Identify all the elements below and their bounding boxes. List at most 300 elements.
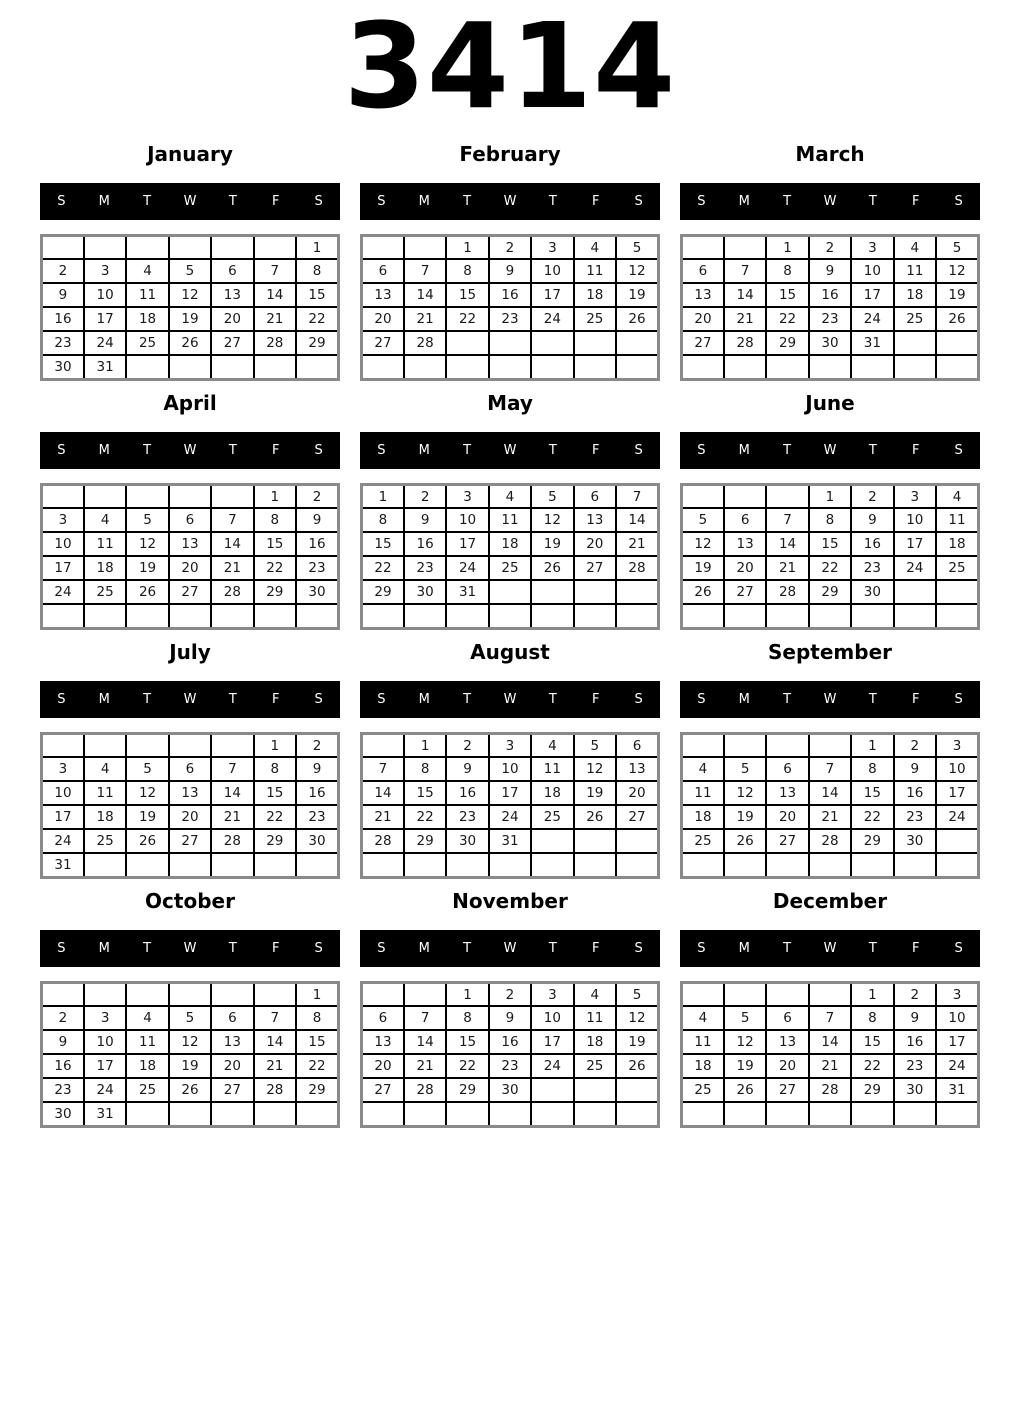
- week-row: [362, 259, 659, 283]
- date-cell: 1: [254, 733, 296, 757]
- empty-date-cell: [531, 355, 573, 379]
- date-cell: 1: [766, 235, 808, 259]
- date-cell: 19: [126, 805, 168, 829]
- date-cell: 3: [894, 484, 936, 508]
- week-row: [682, 1054, 979, 1078]
- date-cell: 7: [362, 757, 404, 781]
- date-cell: 28: [404, 331, 446, 355]
- empty-date-cell: [362, 355, 404, 379]
- month-dates-table: [40, 234, 340, 381]
- date-cell: 22: [851, 1054, 893, 1078]
- date-cell: 2: [894, 982, 936, 1006]
- empty-date-cell: [126, 982, 168, 1006]
- date-cell: 27: [766, 829, 808, 853]
- date-cell: 5: [936, 235, 978, 259]
- month-dates-table: [360, 483, 660, 630]
- empty-date-cell: [766, 853, 808, 877]
- date-cell: 27: [362, 1078, 404, 1102]
- empty-date-cell: [936, 331, 978, 355]
- month-block: [360, 142, 660, 381]
- empty-date-cell: [616, 853, 658, 877]
- date-cell: 12: [169, 283, 211, 307]
- date-cell: 16: [809, 283, 851, 307]
- date-cell: 22: [446, 1054, 488, 1078]
- week-row: [362, 1006, 659, 1030]
- empty-date-cell: [296, 604, 338, 628]
- date-cell: 14: [616, 508, 658, 532]
- date-cell: 9: [42, 1030, 84, 1054]
- date-cell: 9: [404, 508, 446, 532]
- date-cell: 8: [254, 757, 296, 781]
- date-cell: 28: [766, 580, 808, 604]
- date-cell: 4: [126, 1006, 168, 1030]
- date-cell: 14: [809, 1030, 851, 1054]
- date-cell: 10: [84, 1030, 126, 1054]
- week-row: [42, 532, 339, 556]
- date-cell: 4: [489, 484, 531, 508]
- date-cell: 24: [446, 556, 488, 580]
- date-cell: 17: [42, 556, 84, 580]
- date-cell: 5: [616, 982, 658, 1006]
- date-cell: 14: [404, 1030, 446, 1054]
- month-block: [680, 640, 980, 879]
- date-cell: 18: [574, 283, 616, 307]
- weekday-header: T: [868, 193, 877, 209]
- empty-date-cell: [84, 733, 126, 757]
- date-cell: 18: [894, 283, 936, 307]
- week-row: [42, 508, 339, 532]
- empty-date-cell: [84, 853, 126, 877]
- date-cell: 30: [404, 580, 446, 604]
- date-cell: 28: [211, 580, 253, 604]
- weekday-header-bar: [680, 183, 980, 220]
- empty-date-cell: [211, 982, 253, 1006]
- date-cell: 10: [531, 259, 573, 283]
- date-cell: 4: [682, 757, 724, 781]
- week-row: [682, 532, 979, 556]
- week-row: [42, 604, 339, 628]
- date-cell: 14: [211, 532, 253, 556]
- date-cell: 26: [724, 829, 766, 853]
- date-cell: 19: [126, 556, 168, 580]
- weekday-header: W: [823, 193, 837, 209]
- weekday-header: S: [634, 193, 643, 209]
- date-cell: 11: [894, 259, 936, 283]
- date-cell: 4: [894, 235, 936, 259]
- date-cell: 9: [894, 757, 936, 781]
- date-cell: 28: [404, 1078, 446, 1102]
- month-block: [680, 142, 980, 381]
- date-cell: 18: [936, 532, 978, 556]
- empty-date-cell: [616, 604, 658, 628]
- date-cell: 23: [851, 556, 893, 580]
- date-cell: 30: [851, 580, 893, 604]
- month-dates-table: [680, 732, 980, 879]
- weekday-header-bar: [360, 930, 660, 967]
- date-cell: 14: [404, 283, 446, 307]
- date-cell: 2: [296, 733, 338, 757]
- weekday-header-bar: [40, 432, 340, 469]
- date-cell: 13: [211, 1030, 253, 1054]
- months-grid: [40, 142, 980, 1128]
- date-cell: 2: [42, 1006, 84, 1030]
- empty-date-cell: [531, 331, 573, 355]
- weekday-header: S: [634, 442, 643, 458]
- week-row: [682, 283, 979, 307]
- date-cell: 9: [489, 259, 531, 283]
- date-cell: 23: [809, 307, 851, 331]
- empty-date-cell: [531, 580, 573, 604]
- empty-date-cell: [766, 604, 808, 628]
- weekday-header: S: [634, 940, 643, 956]
- weekday-header-bar: [360, 432, 660, 469]
- date-cell: 25: [682, 829, 724, 853]
- date-cell: 19: [724, 1054, 766, 1078]
- weekday-header: T: [548, 940, 557, 956]
- date-cell: 12: [531, 508, 573, 532]
- date-cell: 22: [296, 1054, 338, 1078]
- empty-date-cell: [169, 604, 211, 628]
- weekday-header: T: [548, 691, 557, 707]
- week-row: [682, 982, 979, 1006]
- empty-date-cell: [489, 580, 531, 604]
- date-cell: 13: [169, 532, 211, 556]
- weekday-header: T: [783, 940, 792, 956]
- empty-date-cell: [211, 355, 253, 379]
- weekday-header: W: [503, 940, 517, 956]
- date-cell: 16: [851, 532, 893, 556]
- weekday-header: T: [783, 691, 792, 707]
- date-cell: 6: [766, 1006, 808, 1030]
- weekday-header: W: [823, 442, 837, 458]
- week-row: [362, 556, 659, 580]
- date-cell: 18: [126, 1054, 168, 1078]
- date-cell: 4: [126, 259, 168, 283]
- month-title: December: [772, 888, 888, 913]
- month-title: October: [145, 888, 235, 913]
- date-cell: 26: [531, 556, 573, 580]
- date-cell: 20: [362, 307, 404, 331]
- empty-date-cell: [894, 355, 936, 379]
- week-row: [682, 1102, 979, 1126]
- weekday-header: S: [377, 691, 386, 707]
- weekday-header: T: [548, 442, 557, 458]
- date-cell: 25: [126, 1078, 168, 1102]
- date-cell: 30: [42, 355, 84, 379]
- empty-date-cell: [851, 853, 893, 877]
- weekday-header: T: [463, 442, 472, 458]
- weekday-header: T: [143, 940, 152, 956]
- date-cell: 11: [84, 781, 126, 805]
- weekday-header: S: [697, 442, 706, 458]
- date-cell: 7: [211, 757, 253, 781]
- date-cell: 21: [211, 556, 253, 580]
- week-row: [362, 604, 659, 628]
- date-cell: 12: [574, 757, 616, 781]
- date-cell: 28: [254, 1078, 296, 1102]
- date-cell: 28: [616, 556, 658, 580]
- weekday-header: W: [503, 442, 517, 458]
- empty-date-cell: [936, 355, 978, 379]
- date-cell: 7: [404, 259, 446, 283]
- date-cell: 24: [42, 829, 84, 853]
- date-cell: 8: [446, 1006, 488, 1030]
- empty-date-cell: [766, 484, 808, 508]
- date-cell: 12: [724, 781, 766, 805]
- date-cell: 14: [809, 781, 851, 805]
- empty-date-cell: [126, 484, 168, 508]
- weekday-header: W: [503, 193, 517, 209]
- date-cell: 6: [211, 1006, 253, 1030]
- date-cell: 23: [42, 1078, 84, 1102]
- empty-date-cell: [574, 355, 616, 379]
- date-cell: 22: [766, 307, 808, 331]
- date-cell: 22: [404, 805, 446, 829]
- date-cell: 20: [574, 532, 616, 556]
- date-cell: 6: [362, 259, 404, 283]
- date-cell: 14: [766, 532, 808, 556]
- empty-date-cell: [211, 1102, 253, 1126]
- date-cell: 20: [724, 556, 766, 580]
- month-title: February: [459, 141, 561, 166]
- week-row: [682, 757, 979, 781]
- date-cell: 23: [446, 805, 488, 829]
- date-cell: 31: [84, 355, 126, 379]
- date-cell: 8: [296, 1006, 338, 1030]
- date-cell: 15: [254, 781, 296, 805]
- weekday-header: T: [783, 193, 792, 209]
- date-cell: 17: [894, 532, 936, 556]
- date-cell: 27: [724, 580, 766, 604]
- weekday-header: S: [697, 940, 706, 956]
- date-cell: 15: [851, 1030, 893, 1054]
- empty-date-cell: [446, 604, 488, 628]
- weekday-header: T: [463, 193, 472, 209]
- date-cell: 29: [766, 331, 808, 355]
- empty-date-cell: [936, 1102, 978, 1126]
- date-cell: 9: [42, 283, 84, 307]
- date-cell: 16: [894, 1030, 936, 1054]
- weekday-header: T: [143, 691, 152, 707]
- empty-date-cell: [446, 355, 488, 379]
- empty-date-cell: [616, 355, 658, 379]
- date-cell: 2: [851, 484, 893, 508]
- date-cell: 31: [936, 1078, 978, 1102]
- empty-date-cell: [616, 331, 658, 355]
- date-cell: 6: [211, 259, 253, 283]
- date-cell: 22: [851, 805, 893, 829]
- date-cell: 8: [404, 757, 446, 781]
- date-cell: 14: [254, 1030, 296, 1054]
- weekday-header-bar: [360, 681, 660, 718]
- empty-date-cell: [531, 1102, 573, 1126]
- empty-date-cell: [809, 982, 851, 1006]
- weekday-header: M: [738, 442, 750, 458]
- month-dates-table: [680, 483, 980, 630]
- date-cell: 23: [296, 556, 338, 580]
- empty-date-cell: [682, 982, 724, 1006]
- date-cell: 17: [446, 532, 488, 556]
- date-cell: 15: [766, 283, 808, 307]
- weekday-header: S: [377, 442, 386, 458]
- empty-date-cell: [894, 604, 936, 628]
- date-cell: 18: [84, 556, 126, 580]
- empty-date-cell: [42, 982, 84, 1006]
- date-cell: 5: [574, 733, 616, 757]
- empty-date-cell: [574, 1102, 616, 1126]
- date-cell: 18: [574, 1030, 616, 1054]
- date-cell: 21: [766, 556, 808, 580]
- date-cell: 5: [724, 757, 766, 781]
- empty-date-cell: [574, 580, 616, 604]
- empty-date-cell: [809, 733, 851, 757]
- date-cell: 24: [531, 1054, 573, 1078]
- week-row: [362, 508, 659, 532]
- empty-date-cell: [169, 235, 211, 259]
- date-cell: 19: [936, 283, 978, 307]
- empty-date-cell: [489, 604, 531, 628]
- month-dates-table: [680, 234, 980, 381]
- date-cell: 20: [169, 805, 211, 829]
- date-cell: 4: [84, 757, 126, 781]
- week-row: [682, 235, 979, 259]
- weekday-header: W: [823, 940, 837, 956]
- weekday-header-bar: [680, 930, 980, 967]
- date-cell: 3: [42, 757, 84, 781]
- date-cell: 12: [126, 781, 168, 805]
- date-cell: 6: [362, 1006, 404, 1030]
- empty-date-cell: [936, 604, 978, 628]
- date-cell: 24: [84, 1078, 126, 1102]
- date-cell: 26: [574, 805, 616, 829]
- date-cell: 11: [682, 1030, 724, 1054]
- date-cell: 24: [936, 1054, 978, 1078]
- date-cell: 30: [894, 829, 936, 853]
- date-cell: 13: [362, 283, 404, 307]
- empty-date-cell: [404, 1102, 446, 1126]
- date-cell: 26: [936, 307, 978, 331]
- date-cell: 9: [296, 508, 338, 532]
- date-cell: 8: [296, 259, 338, 283]
- date-cell: 31: [42, 853, 84, 877]
- empty-date-cell: [254, 604, 296, 628]
- date-cell: 10: [531, 1006, 573, 1030]
- date-cell: 29: [446, 1078, 488, 1102]
- weekday-header: T: [548, 193, 557, 209]
- week-row: [42, 853, 339, 877]
- empty-date-cell: [531, 1078, 573, 1102]
- weekday-header: T: [228, 940, 237, 956]
- date-cell: 16: [42, 307, 84, 331]
- date-cell: 16: [489, 1030, 531, 1054]
- date-cell: 3: [489, 733, 531, 757]
- month-block: [40, 391, 340, 630]
- date-cell: 17: [531, 283, 573, 307]
- date-cell: 4: [574, 235, 616, 259]
- date-cell: 18: [682, 1054, 724, 1078]
- date-cell: 13: [766, 1030, 808, 1054]
- week-row: [682, 307, 979, 331]
- empty-date-cell: [126, 235, 168, 259]
- date-cell: 1: [809, 484, 851, 508]
- empty-date-cell: [894, 331, 936, 355]
- weekday-header: W: [503, 691, 517, 707]
- date-cell: 14: [362, 781, 404, 805]
- date-cell: 23: [489, 307, 531, 331]
- date-cell: 1: [254, 484, 296, 508]
- empty-date-cell: [404, 853, 446, 877]
- empty-date-cell: [724, 235, 766, 259]
- weekday-header-bar: [40, 930, 340, 967]
- empty-date-cell: [531, 853, 573, 877]
- empty-date-cell: [489, 853, 531, 877]
- date-cell: 21: [211, 805, 253, 829]
- date-cell: 27: [766, 1078, 808, 1102]
- date-cell: 24: [894, 556, 936, 580]
- empty-date-cell: [254, 355, 296, 379]
- date-cell: 22: [254, 556, 296, 580]
- date-cell: 19: [574, 781, 616, 805]
- date-cell: 25: [531, 805, 573, 829]
- date-cell: 29: [851, 1078, 893, 1102]
- date-cell: 23: [894, 805, 936, 829]
- empty-date-cell: [211, 733, 253, 757]
- empty-date-cell: [211, 604, 253, 628]
- date-cell: 28: [809, 1078, 851, 1102]
- date-cell: 11: [682, 781, 724, 805]
- empty-date-cell: [169, 1102, 211, 1126]
- date-cell: 5: [531, 484, 573, 508]
- week-row: [362, 484, 659, 508]
- empty-date-cell: [724, 733, 766, 757]
- date-cell: 16: [296, 781, 338, 805]
- empty-date-cell: [169, 853, 211, 877]
- weekday-header: F: [911, 940, 920, 956]
- date-cell: 4: [84, 508, 126, 532]
- date-cell: 21: [809, 1054, 851, 1078]
- week-row: [42, 733, 339, 757]
- empty-date-cell: [851, 604, 893, 628]
- date-cell: 23: [42, 331, 84, 355]
- date-cell: 1: [851, 733, 893, 757]
- empty-date-cell: [404, 355, 446, 379]
- empty-date-cell: [616, 829, 658, 853]
- date-cell: 22: [809, 556, 851, 580]
- date-cell: 5: [126, 757, 168, 781]
- date-cell: 30: [489, 1078, 531, 1102]
- date-cell: 24: [936, 805, 978, 829]
- weekday-header: S: [377, 940, 386, 956]
- date-cell: 19: [616, 283, 658, 307]
- month-title: June: [805, 390, 855, 415]
- date-cell: 5: [724, 1006, 766, 1030]
- week-row: [362, 331, 659, 355]
- weekday-header: S: [57, 691, 66, 707]
- date-cell: 7: [616, 484, 658, 508]
- weekday-header: S: [634, 691, 643, 707]
- date-cell: 21: [404, 307, 446, 331]
- date-cell: 13: [169, 781, 211, 805]
- month-block: [680, 889, 980, 1128]
- empty-date-cell: [936, 829, 978, 853]
- weekday-header: T: [228, 691, 237, 707]
- month-block: [40, 889, 340, 1128]
- weekday-header: T: [463, 940, 472, 956]
- date-cell: 19: [169, 1054, 211, 1078]
- date-cell: 21: [809, 805, 851, 829]
- date-cell: 28: [724, 331, 766, 355]
- weekday-header: M: [738, 940, 750, 956]
